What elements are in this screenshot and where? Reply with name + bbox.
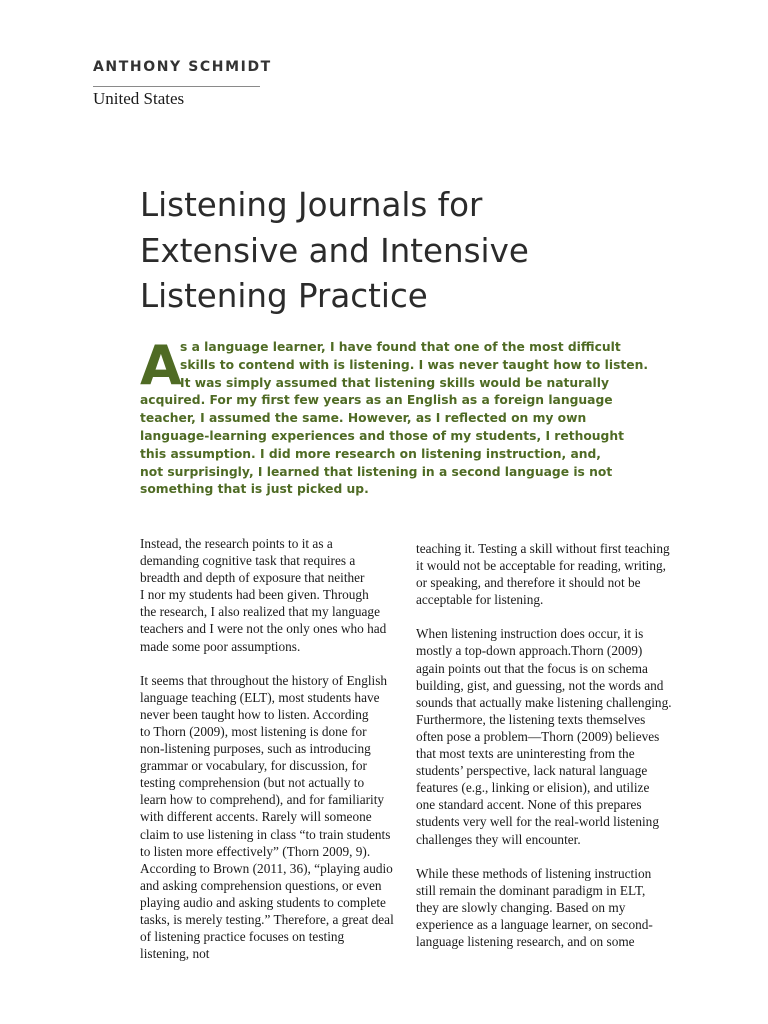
body-line: learn how to comprehend), and for familiarity <box>140 792 385 808</box>
body-line: with different accents. Rarely will someone <box>140 809 372 825</box>
body-line: challenges they will encounter. <box>416 831 581 847</box>
body-line: Furthermore, the listening texts themselves <box>416 711 646 727</box>
drop-cap: A <box>140 334 182 397</box>
author-country: United States <box>93 89 185 108</box>
body-line: It seems that throughout the history of English <box>140 672 388 688</box>
body-line: experience as a language learner, on second- <box>416 916 653 932</box>
body-paragraph <box>140 535 410 655</box>
title-line: Listening Practice <box>140 277 428 315</box>
body-line: I nor my students had been given. Through <box>140 587 369 603</box>
body-line: to Thorn (2009), most listening is done for <box>140 723 367 739</box>
body-paragraph <box>140 672 410 963</box>
intro-line: s a language learner, I have found that one of the most difficult <box>180 340 621 354</box>
body-line: the research, I also realized that my language <box>140 604 380 620</box>
body-line: teachers and I were not the only ones who had <box>140 621 387 637</box>
body-line: again points out that the focus is on schema <box>416 660 648 676</box>
body-line: they are slowly changing. Based on my <box>416 899 626 915</box>
body-line: non-listening purposes, such as introducing <box>140 741 371 757</box>
body-line: of listening practice focuses on testing <box>140 929 345 945</box>
body-line: While these methods of listening instruction <box>416 865 652 881</box>
intro-line: teacher, I assumed the same. However, as I reflected on my own <box>140 411 587 426</box>
body-line: When listening instruction does occur, it is <box>416 626 644 642</box>
body-line: never been taught how to listen. According <box>140 706 369 722</box>
body-paragraph <box>416 625 686 847</box>
body-line: students very well for the real-world listening <box>416 814 659 830</box>
body-line: demanding cognitive task that requires a <box>140 553 356 569</box>
body-line: language teaching (ELT), most students have <box>140 689 380 705</box>
body-line: or speaking, and therefore it should not be <box>416 575 641 591</box>
body-line: listening, not <box>140 946 210 962</box>
body-line: According to Brown (2011, 36), “playing audio <box>140 860 393 876</box>
body-line: made some poor assumptions. <box>140 638 301 654</box>
author-name: ANTHONY SCHMIDT <box>93 59 272 75</box>
title-line: Extensive and Intensive <box>140 231 529 270</box>
body-paragraph <box>416 865 686 950</box>
body-line: to listen more effectively” (Thorn 2009, 9). <box>140 843 371 859</box>
body-line: one standard accent. None of this prepares <box>416 797 642 813</box>
body-line: that most texts are uninteresting from the <box>416 746 635 762</box>
body-line: features (e.g., linking or elision), and utilize <box>416 780 650 796</box>
body-line: it would not be acceptable for reading, writing, <box>416 558 666 574</box>
body-line: breadth and depth of exposure that neither <box>140 570 365 586</box>
body-line: mostly a top-down approach.Thorn (2009) <box>416 643 643 659</box>
intro-line: acquired. For my first few years as an English as a foreign language <box>140 393 613 408</box>
body-line: students’ perspective, lack natural language <box>416 763 648 779</box>
body-line: grammar or vocabulary, for discussion, for <box>140 758 367 774</box>
body-line: still remain the dominant paradigm in ELT, <box>416 882 646 898</box>
body-column-left <box>140 535 410 979</box>
body-line: language listening research, and on some <box>416 933 635 949</box>
body-line: often pose a problem—Thorn (2009) believes <box>416 728 660 744</box>
intro-line: something that is just picked up. <box>140 482 369 497</box>
body-line: sounds that actually make listening challenging. <box>416 694 672 710</box>
body-line: tasks, is merely testing.” Therefore, a great deal <box>140 911 394 927</box>
title-line: Listening Journals for <box>140 186 483 224</box>
body-line: teaching it. Testing a skill without first teaching <box>416 541 670 556</box>
intro-line: language-learning experiences and those of my students, I rethought <box>140 429 624 443</box>
body-line: claim to use listening in class “to train students <box>140 826 391 842</box>
author-divider <box>93 86 260 87</box>
body-line: and asking comprehension questions, or even <box>140 877 382 893</box>
intro-line: skills to contend with is listening. I was never taught how to listen. <box>180 357 649 372</box>
intro-line: It was simply assumed that listening skills would be naturally <box>180 375 609 390</box>
intro-line: not surprisingly, I learned that listening in a second language is not <box>140 464 613 479</box>
intro-line: this assumption. I did more research on listening instruction, and, <box>140 446 601 461</box>
body-line: acceptable for listening. <box>416 592 544 608</box>
article-title <box>140 183 700 320</box>
body-column-right <box>416 540 686 967</box>
body-line: testing comprehension (but not actually to <box>140 775 365 791</box>
body-line: Instead, the research points to it as a <box>140 536 333 551</box>
body-line: building, gist, and guessing, not the words and <box>416 677 664 693</box>
body-line: playing audio and asking students to complete <box>140 894 386 910</box>
body-paragraph <box>416 540 686 608</box>
